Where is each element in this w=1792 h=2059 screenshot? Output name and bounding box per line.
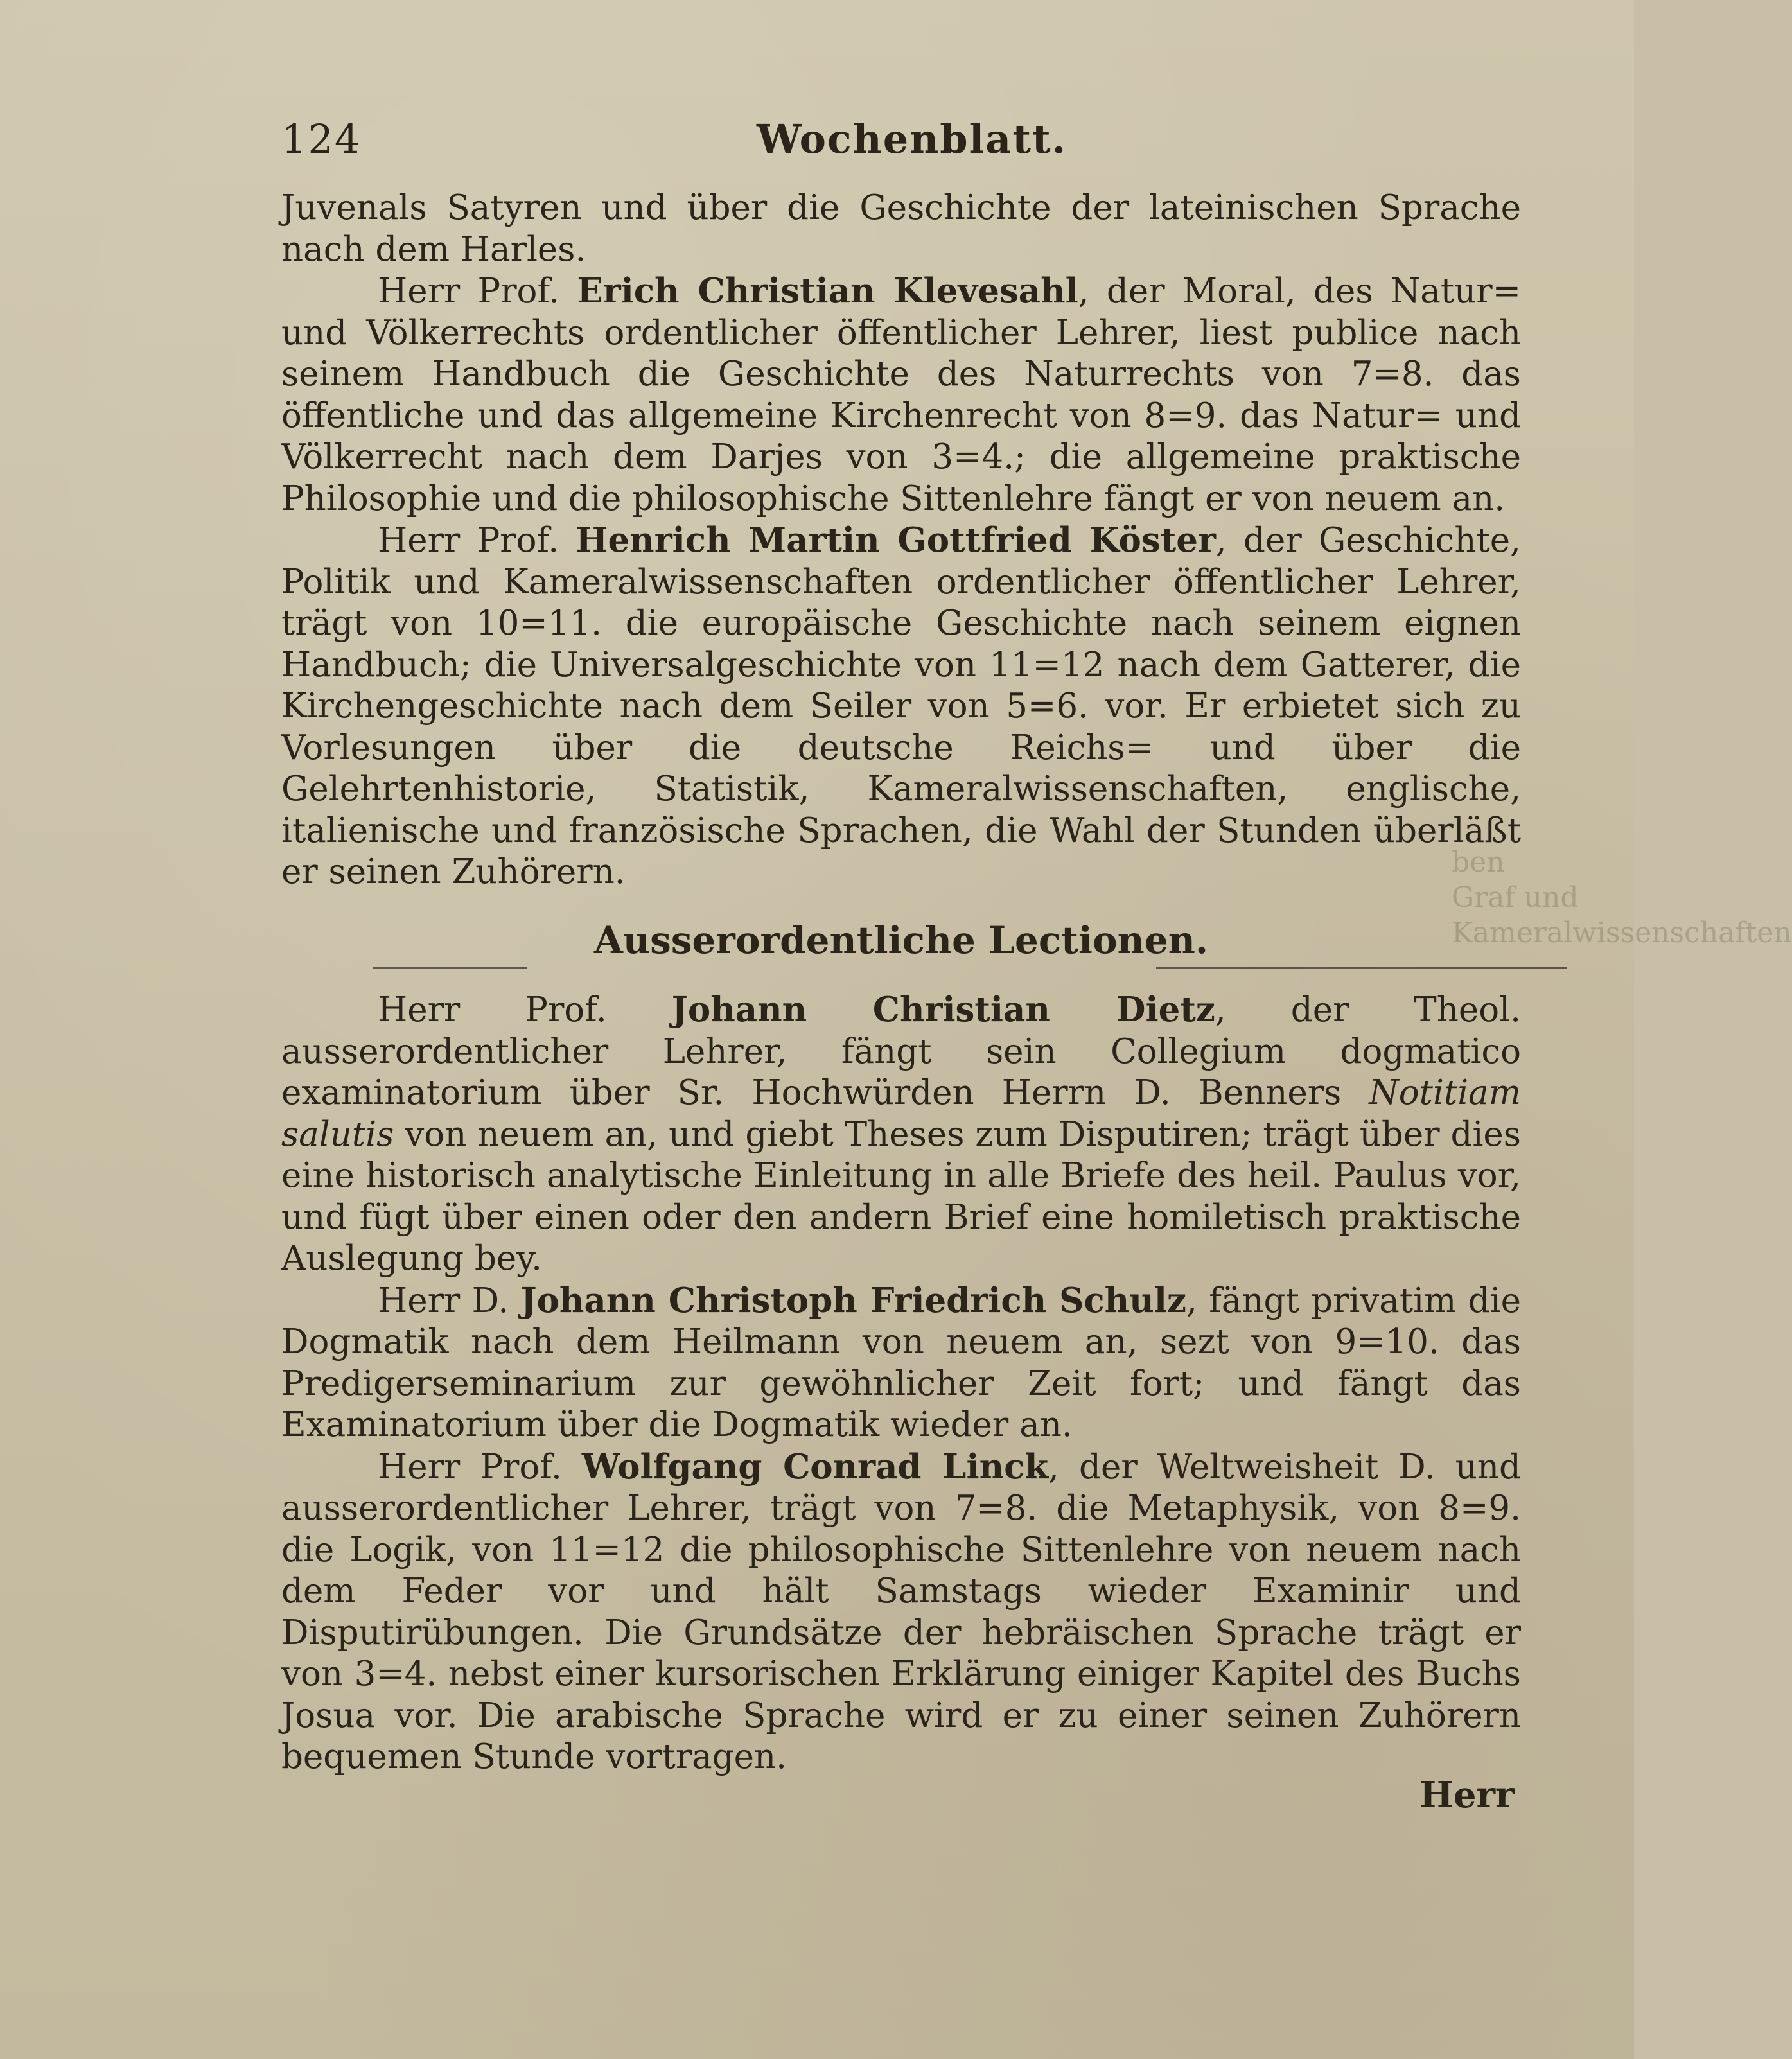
paragraph-dietz [281,989,1521,1280]
paragraph-text: , der Theol. ausserordentlicher Lehrer, fängt sein Collegium dogmatico examinatorium über Sr. Hochwürden Herrn D. Benners [281,990,1521,1112]
paragraph-linck [281,1446,1521,1778]
section-heading: Ausserordentliche Lectionen. [593,918,1209,962]
paragraph-koester [281,520,1521,893]
paragraph-schulz [281,1280,1521,1446]
show-through-line: Graf und Kameralwissenschaften [1452,881,1792,949]
running-title: Wochenblatt. [757,116,1067,162]
title-prefix: Herr Prof. [378,272,577,311]
latin-title: Notitiam salutis [281,1073,1521,1154]
text-block-top [281,188,1521,893]
show-through-line: ben [1452,846,1505,879]
title-prefix: Herr D. [378,1281,521,1320]
catchword: Herr [1419,1774,1515,1816]
page-number: 124 [281,116,362,162]
running-head [281,116,1067,173]
person-name: Johann Christian Dietz [671,990,1215,1030]
person-name: Erich Christian Klevesahl [577,271,1078,311]
paragraph-juvenal [281,188,1521,270]
title-prefix: Herr Prof. [378,1447,582,1487]
paragraph-text: , der Moral, des Natur= und Völkerrechts ordentlicher öffentlicher Lehrer, liest publice nach seinem Handbuch die Geschichte des Naturrechts von 7=8. das öffentliche und das allgemeine Kirchenrecht von 8=9. das Natur= und Völkerrecht nach dem Darjes von 3=4.; die allgemeine praktische Philosophie und die philosophische Sittenlehre fängt er von neuem an. [281,272,1521,518]
person-name: Wolfgang Conrad Linck [581,1446,1049,1487]
title-prefix: Herr Prof. [378,521,576,560]
text-block-bottom [281,989,1521,1778]
paragraph-text: von neuem an, und giebt Theses zum Disputiren; trägt über dies eine historisch analytische Einleitung in alle Briefe des heil. Paulus vor, und fügt über einen oder den andern Brief eine homiletisch praktische Auslegung bey. [281,1114,1521,1278]
paragraph-text: , der Weltweisheit D. und ausserordentlicher Lehrer, trägt von 7=8. die Metaphysik, von 8=9. die Logik, von 11=12 die philosophische Sittenlehre von neuem nach dem Feder vor und hält Samstags wieder Examinir und Disputirübungen. Die Grundsätze der hebräischen Sprache trägt er von 3=4. nebst einer kursorischen Erklärung einiger Kapitel des Buchs Josua vor. Die arabische Sprache wird er zu einer seinen Zuhörern bequemen Stunde vortragen. [281,1447,1521,1776]
paragraph-text: Juvenals Satyren und über die Geschichte der lateinischen Sprache nach dem Harles. [281,188,1521,269]
person-name: Henrich Martin Gottfried Köster [575,520,1216,560]
heading-rule-right [1156,967,1567,969]
paragraph-text: , der Geschichte, Politik und Kameralwissenschaften ordentlicher öffentlicher Lehrer, trägt von 10=11. die europäische Geschichte nach seinem eignen Handbuch; die Universalgeschichte von 11=12 nach dem Gatterer, die Kirchengeschichte nach dem Seiler von 5=6. vor. Er erbietet sich zu Vorlesungen über die deutsche Reichs= und über die Gelehrtenhistorie, Statistik, Kameralwissenschaften, englische, italienische und französische Sprachen, die Wahl der Stunden überläßt er seinen Zuhörern. [281,521,1521,891]
paragraph-text: , fängt privatim die Dogmatik nach dem Heilmann von neuem an, sezt von 9=10. das Predigerseminarium zur gewöhnlicher Zeit fort; und fängt das Examinatorium über die Dogmatik wieder an. [281,1281,1521,1444]
paragraph-klevesahl [281,270,1521,520]
person-name: Johann Christoph Friedrich Schulz [520,1280,1186,1320]
title-prefix: Herr Prof. [378,990,672,1030]
